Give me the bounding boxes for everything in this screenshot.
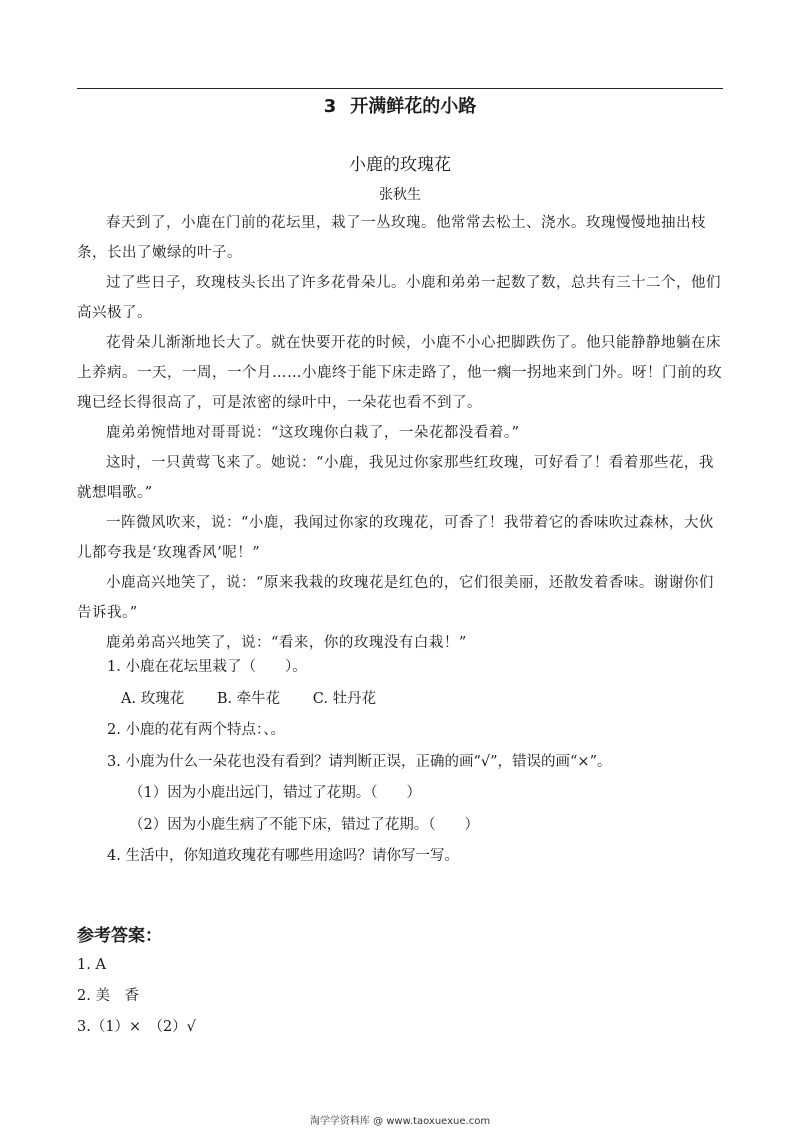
story-author: 张秋生 <box>379 187 421 203</box>
question-1: 1. 小鹿在花坛里栽了（ ）。 <box>107 659 307 675</box>
question-4: 4. 生活中，你知道玫瑰花有哪些用途吗？请你写一写。 <box>107 848 459 864</box>
story-title: 小鹿的玫瑰花 <box>349 155 451 175</box>
answer-2: 2. 美 香 <box>77 988 139 1004</box>
story-paragraph: 过了些日子，玫瑰枝头长出了许多花骨朵儿。小鹿和弟弟一起数了数，总共有三十二个，他们高兴极了。 <box>77 275 721 321</box>
answers-heading: 参考答案： <box>77 926 162 946</box>
question-3-part-2: （2）因为小鹿生病了不能下床，错过了花期。（ ） <box>129 816 479 833</box>
story-paragraph: 小鹿高兴地笑了，说：“原来我栽的玫瑰花是红色的，它们很美丽，还散发着香味。谢谢你们告诉我。” <box>77 575 714 621</box>
lesson-title <box>0 94 800 120</box>
story-paragraph: 一阵微风吹来，说：“小鹿，我闻过你家的玫瑰花，可香了！我带着它的香味吹过森林，大伙儿都夸我是‘玫瑰香风’呢！” <box>77 515 714 561</box>
option-a: A. 玫瑰花 <box>121 690 185 707</box>
question-2: 2. 小鹿的花有两个特点：、。 <box>107 722 285 738</box>
lesson-number: 3 <box>323 96 337 117</box>
story-paragraph: 鹿弟弟高兴地笑了，说：“看来，你的玫瑰没有白栽！” <box>106 635 467 651</box>
story-paragraph: 春天到了，小鹿在门前的花坛里，栽了一丛玫瑰。他常常去松土、浇水。玫瑰慢慢地抽出枝条，长出了嫩绿的叶子。 <box>77 215 706 261</box>
answer-3: 3.（1）× （2）√ <box>77 1019 196 1035</box>
story-paragraph: 这时，一只黄莺飞来了。她说：“小鹿，我见过你家那些红玫瑰，可好看了！看着那些花，我就想唱歌。” <box>77 455 714 501</box>
page-footer: 淘学学资料库 @ www.taoxuexue.com <box>309 1116 491 1127</box>
header-rule <box>77 88 723 89</box>
story-body <box>77 208 723 658</box>
lesson-title-text: 开满鲜花的小路 <box>350 96 477 117</box>
answers-section <box>77 922 723 1043</box>
option-b: B. 牵牛花 <box>216 690 281 707</box>
questions-section <box>77 652 723 873</box>
question-1-options <box>77 684 723 716</box>
question-3: 3. 小鹿为什么一朵花也没有看到？请判断正误，正确的画“√”，错误的画“×”。 <box>107 753 612 770</box>
question-3-part-1: （1）因为小鹿出远门，错过了花期。（ ） <box>129 785 421 801</box>
option-c: C. 牡丹花 <box>312 690 377 707</box>
story-paragraph: 花骨朵儿渐渐地长大了。就在快要开花的时候，小鹿不小心把脚跌伤了。他只能静静地躺在床上养病。一天，一周，一个月……小鹿终于能下床走路了，他一瘸一拐地来到门外。呀！门前的玫瑰已经长得很高了，可是浓密的绿叶中，一朵花也看不到了。 <box>77 335 722 411</box>
answer-1: 1. A <box>77 957 106 973</box>
story-paragraph: 鹿弟弟惋惜地对哥哥说：“这玫瑰你白栽了，一朵花都没看着。” <box>106 425 520 441</box>
